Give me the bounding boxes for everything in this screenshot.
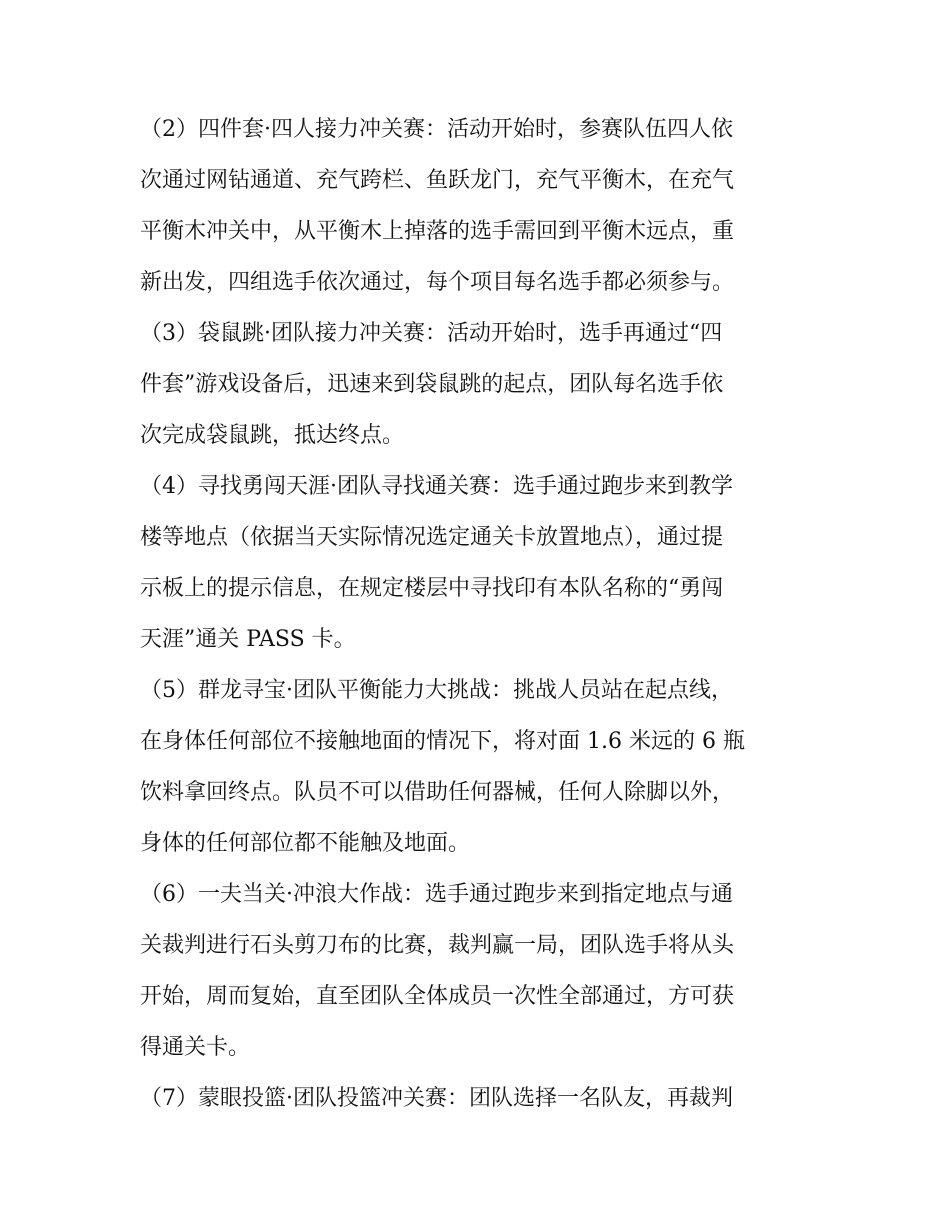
text-line: （5）群龙寻宝·团队平衡能力大挑战：挑战人员站在起点线， <box>140 678 733 703</box>
text-line: 关裁判进行石头剪刀布的比赛，裁判赢一局，团队选手将从头 <box>140 933 735 958</box>
text-line: 饮料拿回终点。队员不可以借助任何器械，任何人除脚以外， <box>140 780 735 805</box>
text-line: 在身体任何部位不接触地面的情况下，将对面 1.6 米远的 6 瓶 <box>140 729 745 754</box>
document-body <box>140 104 812 1124</box>
text-line: （7）蒙眼投篮·团队投篮冲关赛：团队选择一名队友，再裁判 <box>140 1086 733 1111</box>
paragraph-item-5 <box>140 665 812 869</box>
paragraph-item-7 <box>140 1073 812 1124</box>
paragraph-item-3 <box>140 308 812 461</box>
paragraph-item-2 <box>140 104 812 308</box>
text-line: 次完成袋鼠跳，抵达终点。 <box>140 423 405 448</box>
text-line: 楼等地点（依据当天实际情况选定通关卡放置地点），通过提 <box>140 525 724 550</box>
text-line: （3）袋鼠跳·团队接力冲关赛：活动开始时，选手再通过“四 <box>140 321 723 346</box>
text-line: 次通过网钻通道、充气跨栏、鱼跃龙门，充气平衡木，在充气 <box>140 168 735 193</box>
text-line: 平衡木冲关中，从平衡木上掉落的选手需回到平衡木远点，重 <box>140 219 735 244</box>
text-line: 新出发，四组选手依次通过，每个项目每名选手都必须参与。 <box>140 270 735 295</box>
paragraph-item-4 <box>140 461 812 665</box>
text-line: （4）寻找勇闯天涯·团队寻找通关赛：选手通过跑步来到教学 <box>140 474 733 499</box>
text-line: （2）四件套·四人接力冲关赛：活动开始时，参赛队伍四人依 <box>140 117 733 142</box>
text-line: 得通关卡。 <box>140 1035 251 1060</box>
paragraph-item-6 <box>140 869 812 1073</box>
text-line: 天涯”通关 PASS 卡。 <box>140 627 356 652</box>
text-line: 件套”游戏设备后，迅速来到袋鼠跳的起点，团队每名选手依 <box>140 372 724 397</box>
text-line: 示板上的提示信息，在规定楼层中寻找印有本队名称的“勇闯 <box>140 576 724 601</box>
text-line: （6）一夫当关·冲浪大作战：选手通过跑步来到指定地点与通 <box>140 882 733 907</box>
text-line: 身体的任何部位都不能触及地面。 <box>140 831 471 856</box>
text-line: 开始，周而复始，直至团队全体成员一次性全部通过，方可获 <box>140 984 735 1009</box>
